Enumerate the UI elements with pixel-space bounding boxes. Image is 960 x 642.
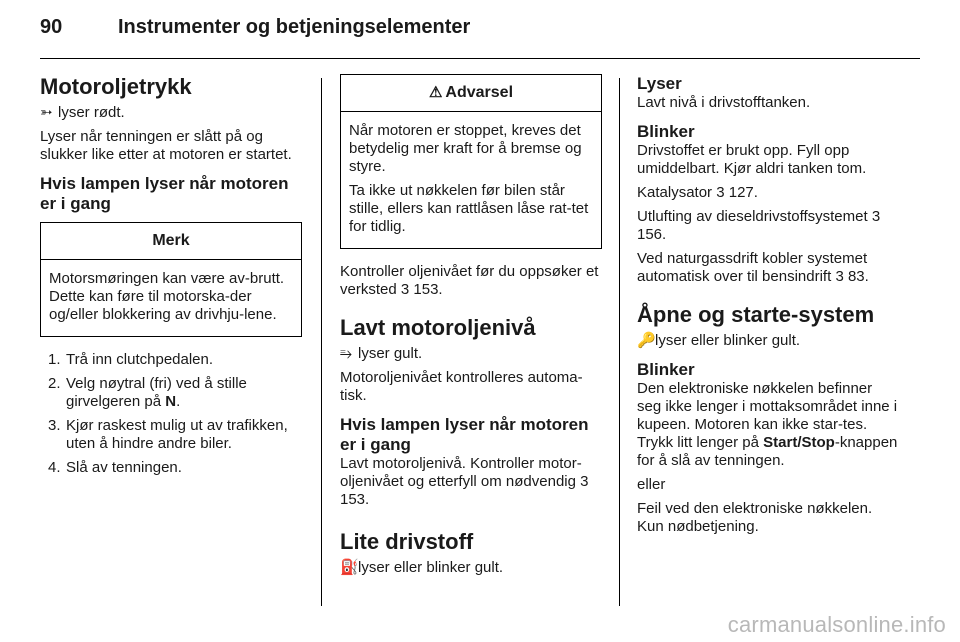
oil-pressure-status: ➳ lyser rødt.	[40, 104, 125, 121]
subheading-blink: Blinker	[637, 122, 695, 141]
subheading-blink-2: Blinker	[637, 360, 695, 379]
oil-can-icon: ➳	[40, 104, 53, 121]
page-ref-icon: 3	[835, 268, 844, 285]
page-ref-icon: 3	[871, 208, 881, 225]
section-heading-low-oil: Lavt motoroljenivå	[340, 315, 536, 340]
page-ref-icon: 3	[716, 184, 725, 201]
column-3	[637, 74, 899, 542]
column-1	[40, 74, 302, 483]
section-heading-open-start: Åpne og starte-system	[637, 302, 875, 327]
check-oil-text: Kontroller oljenivået før du oppsøker et verksted 3 153.	[340, 263, 599, 298]
page-title: Instrumenter og betjeningselementer	[118, 16, 471, 38]
list-item: 4. Slå av tenningen.	[48, 459, 182, 476]
subheading-lamp-on-2: Hvis lampen lyser når motoren er i gang	[340, 415, 589, 454]
page-header	[40, 16, 920, 50]
list-item: 2. Velg nøytral (fri) ved å stille girvelgeren på N.	[48, 375, 247, 410]
gear-neutral-label: N	[165, 393, 177, 410]
fuel-pump-icon: ⛽	[340, 559, 359, 576]
warning-triangle-icon: ⚠	[428, 84, 443, 101]
key-icon: 🔑	[637, 332, 656, 349]
note-text: Motorsmøringen kan være av-brutt. Dette kan føre til motorska-der og/eller blokkering av drivhju-lene.	[49, 270, 285, 323]
page-ref-icon: 3	[580, 473, 589, 490]
fault-text: Feil ved den elektroniske nøkkelen. Kun nødbetjening.	[637, 500, 873, 535]
section-heading-low-fuel: Lite drivstoff	[340, 529, 474, 554]
start-stop-label: Start/Stop	[763, 434, 835, 451]
low-oil-text: Lavt motoroljenivå. Kontroller motor-oljenivået og etterfyll om nødvendig 3 153.	[340, 455, 589, 508]
gas-ref: Ved naturgassdrift kobler systemet automatisk over til bensindrift 3 83.	[637, 250, 869, 285]
warning-title: ⚠ Advarsel	[341, 75, 601, 112]
oil-pressure-description: Lyser når tenningen er slått på og slukker like etter at motoren er startet.	[40, 128, 292, 163]
column-divider	[619, 78, 620, 606]
or-text: eller	[637, 476, 666, 493]
steps-list	[40, 351, 302, 477]
column-2	[340, 74, 602, 583]
warning-text-2: Ta ikke ut nøkkelen før bilen står stille, ellers kan rattlåsen låse rat-tet for tidlig.	[349, 182, 589, 235]
warning-text-1: Når motoren er stoppet, kreves det betydelig mer kraft for å bremse og styre.	[349, 122, 582, 175]
subheading-lamp-on: Hvis lampen lyser når motoren er i gang	[40, 174, 289, 213]
low-oil-description: Motoroljenivået kontrolleres automa-tisk.	[340, 369, 583, 404]
catalyst-ref: Katalysator 3 127.	[637, 184, 758, 201]
header-rule	[40, 58, 920, 59]
page-ref-icon: 3	[400, 281, 410, 298]
open-blink-text: Den elektroniske nøkkelen befinner seg ikke lenger i mottaksområdet inne i kupeen. Motoren kan ikke star-tes. Trykk litt lenger på Start/Stop-knappen for å slå av tenningen.	[637, 380, 898, 469]
note-title: Merk	[41, 223, 301, 260]
note-box	[40, 222, 302, 337]
section-heading-oil-pressure: Motoroljetrykk	[40, 74, 192, 99]
lights-text: Lavt nivå i drivstofftanken.	[637, 94, 811, 111]
bleed-ref: Utlufting av dieseldrivstoffsystemet 3 156.	[637, 208, 881, 243]
subheading-lights: Lyser	[637, 74, 682, 93]
column-divider	[321, 78, 322, 606]
blink-text: Drivstoffet er brukt opp. Fyll opp umiddelbart. Kjør aldri tanken tom.	[637, 142, 867, 177]
list-item: 1. Trå inn clutchpedalen.	[48, 351, 214, 368]
oil-level-icon: ⥱	[340, 345, 353, 362]
warning-box	[340, 74, 602, 249]
page-number: 90	[40, 16, 63, 38]
open-start-status: 🔑lyser eller blinker gult.	[637, 332, 801, 349]
list-item: 3. Kjør raskest mulig ut av trafikken, uten å hindre andre biler.	[48, 417, 288, 452]
watermark: carmanualsonline.info	[727, 612, 946, 637]
low-oil-status: ⥱ lyser gult.	[340, 345, 423, 362]
low-fuel-status: ⛽lyser eller blinker gult.	[340, 559, 504, 576]
